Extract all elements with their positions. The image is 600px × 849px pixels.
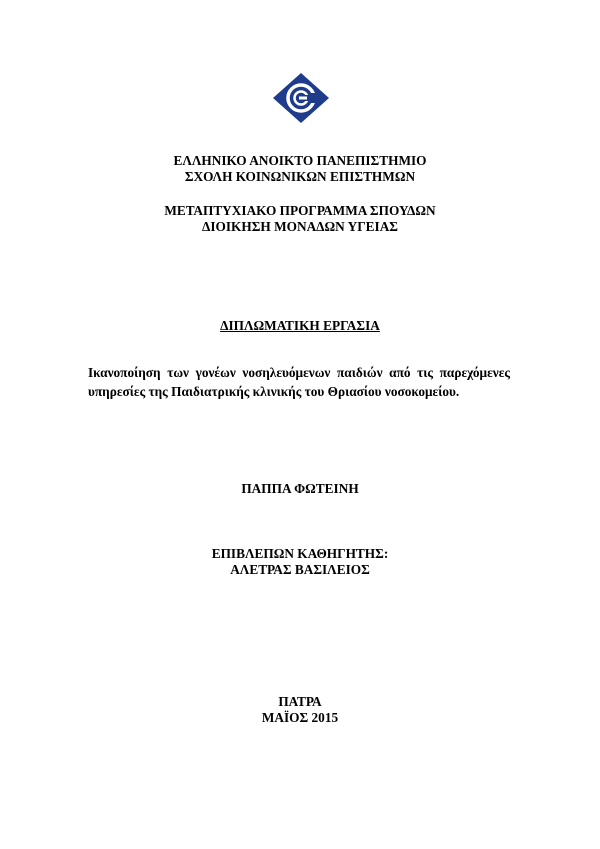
university-name: ΕΛΛΗΝΙΚΟ ΑΝΟΙΚΤΟ ΠΑΝΕΠΙΣΤΗΜΙΟ [173, 153, 427, 168]
school-name: ΣΧΟΛΗ ΚΟΙΝΩΝΙΚΩΝ ΕΠΙΣΤΗΜΩΝ [184, 169, 416, 184]
document-type-heading: ΔΙΠΛΩΜΑΤΙΚΗ ΕΡΓΑΣΙΑ [220, 318, 380, 333]
program-title: ΜΕΤΑΠΤΥΧΙΑΚΟ ΠΡΟΓΡΑΜΜΑ ΣΠΟΥΔΩΝ [164, 203, 436, 218]
thesis-title: Ικανοποίηση των γονέων νοσηλευόμενων παιδιών από τις παρεχόμενες υπηρεσίες της Παιδιατρικής κλινικής του Θριασίου νοσοκομείου. [88, 365, 510, 399]
university-logo-icon [270, 72, 332, 124]
author-name: ΠΑΠΠΑ ΦΩΤΕΙΝΗ [241, 481, 359, 496]
date: ΜΑΪΟΣ 2015 [261, 710, 339, 725]
supervisor-label: ΕΠΙΒΛΕΠΩΝ ΚΑΘΗΓΗΤΗΣ: [211, 546, 389, 561]
program-subtitle: ΔΙΟΙΚΗΣΗ ΜΟΝΑΔΩΝ ΥΓΕΙΑΣ [202, 219, 398, 234]
place: ΠΑΤΡΑ [278, 694, 322, 709]
supervisor-name: ΑΛΕΤΡΑΣ ΒΑΣΙΛΕΙΟΣ [230, 562, 370, 577]
